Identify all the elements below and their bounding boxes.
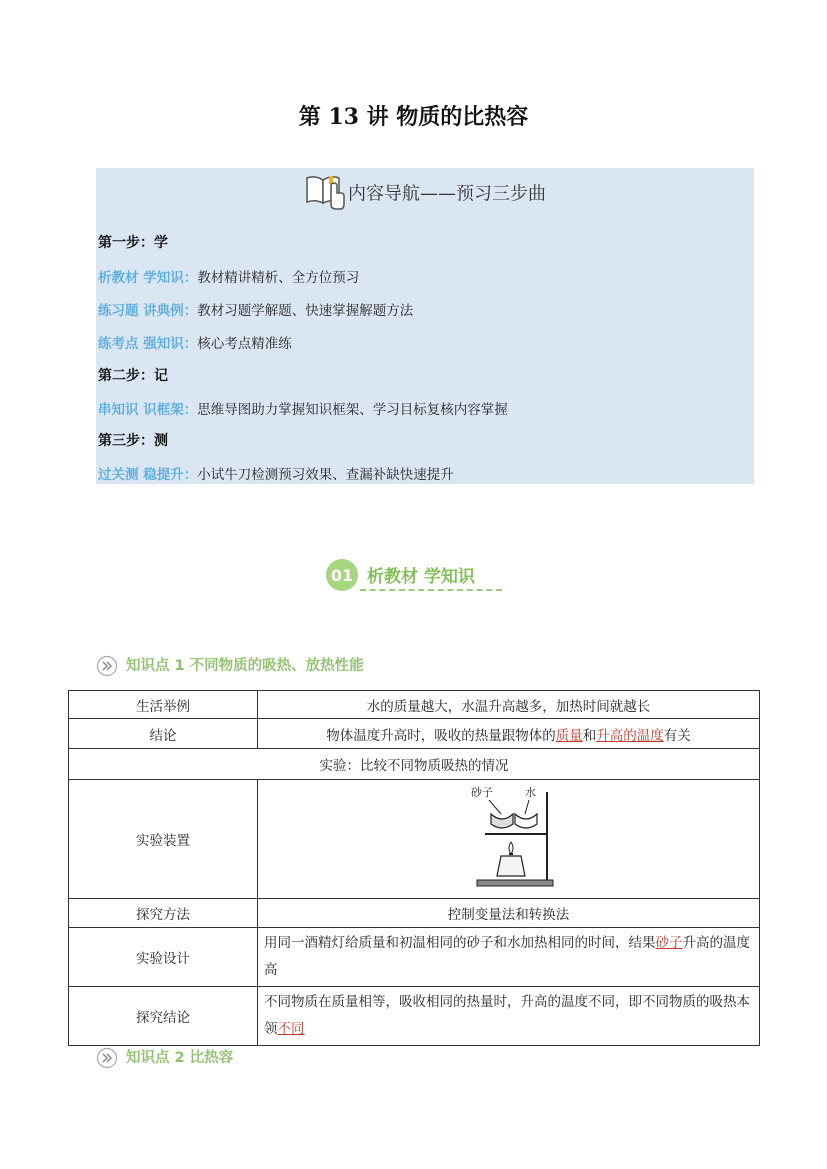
conclusion-suffix: 有关 bbox=[663, 727, 691, 744]
nav-header-text: 内容导航——预习三步曲 bbox=[348, 183, 546, 205]
row-label-conclusion: 结论 bbox=[69, 719, 258, 749]
knowledge-point-2-title: 知识点 2 比热容 bbox=[126, 1050, 234, 1066]
section-title-underline bbox=[360, 589, 502, 591]
knowledge-point-1-title: 知识点 1 不同物质的吸热、放热性能 bbox=[126, 658, 364, 674]
nav-row-1-label: 析教材 学知识： bbox=[98, 270, 198, 286]
table-row bbox=[69, 928, 760, 987]
conclusion-blank-temp: 升高的温度 bbox=[596, 727, 664, 744]
table-row bbox=[69, 987, 760, 1046]
nav-row-1 bbox=[98, 266, 359, 286]
conclusion-and: 和 bbox=[582, 727, 597, 744]
row-label-result: 探究结论 bbox=[69, 987, 258, 1046]
section-number: 01 bbox=[330, 566, 354, 585]
table-row bbox=[69, 749, 760, 780]
nav-row-5 bbox=[98, 463, 454, 483]
row-label-life-example: 生活举例 bbox=[69, 691, 258, 719]
label-sand: 砂子 bbox=[470, 786, 493, 799]
nav-row-5-label: 过关测 稳提升： bbox=[98, 467, 198, 483]
row-value-life-example: 水的质量越大，水温升高越多，加热时间就越长 bbox=[258, 691, 760, 719]
table-row bbox=[69, 780, 760, 899]
double-chevron-icon bbox=[96, 655, 118, 677]
nav-row-2 bbox=[98, 299, 413, 319]
design-blank-sand: 砂子 bbox=[655, 935, 683, 951]
nav-row-3-label: 练考点 强知识： bbox=[98, 336, 198, 352]
knowledge-point-2 bbox=[96, 1046, 233, 1069]
knowledge-table bbox=[68, 690, 760, 1046]
conclusion-text: 物体温度升高时，吸收的热量跟物体的 bbox=[326, 727, 556, 744]
apparatus-illustration bbox=[459, 782, 559, 892]
nav-row-2-desc: 教材习题学解题、快速掌握解题方法 bbox=[197, 303, 414, 319]
nav-row-3 bbox=[98, 332, 292, 352]
table-row bbox=[69, 899, 760, 928]
step-3: 第三步：测 bbox=[98, 433, 168, 449]
nav-row-4-label: 串知识 识框架： bbox=[98, 402, 198, 418]
row-value-method: 控制变量法和转换法 bbox=[258, 899, 760, 928]
experiment-heading: 实验：比较不同物质吸热的情况 bbox=[69, 749, 760, 780]
nav-row-3-desc: 核心考点精准练 bbox=[197, 336, 292, 352]
knowledge-point-1 bbox=[96, 654, 364, 677]
row-label-apparatus: 实验装置 bbox=[69, 780, 258, 899]
section-number-badge bbox=[324, 558, 360, 596]
table-row bbox=[69, 719, 760, 749]
content-navigation-box bbox=[96, 168, 754, 484]
nav-row-5-desc: 小试牛刀检测预习效果、查漏补缺快速提升 bbox=[197, 467, 454, 483]
result-blank-different: 不同 bbox=[277, 1021, 305, 1037]
step-2: 第二步：记 bbox=[98, 368, 168, 384]
apparatus-figure-cell bbox=[258, 780, 760, 899]
design-suffix: 升高的温度高 bbox=[264, 935, 750, 978]
label-water: 水 bbox=[524, 786, 536, 799]
row-label-method: 探究方法 bbox=[69, 899, 258, 928]
nav-row-2-label: 练习题 讲典例： bbox=[98, 303, 198, 319]
section-title: 析教材 学知识 bbox=[367, 567, 475, 587]
row-value-design bbox=[258, 928, 760, 987]
row-value-result bbox=[258, 987, 760, 1046]
nav-header bbox=[96, 172, 754, 217]
result-text: 不同物质在质量相等，吸收相同的热量时，升高的温度不同，即不同物质的吸热本领 bbox=[264, 994, 750, 1037]
step-1: 第一步：学 bbox=[98, 235, 168, 251]
design-text: 用同一酒精灯给质量和初温相同的砂子和水加热相同的时间，结果 bbox=[264, 935, 656, 951]
nav-row-4 bbox=[98, 398, 508, 418]
page-title: 第 13 讲 物质的比热容 bbox=[298, 104, 529, 130]
nav-row-1-desc: 教材精讲精析、全方位预习 bbox=[197, 270, 360, 286]
row-value-conclusion bbox=[258, 719, 760, 749]
nav-row-4-desc: 思维导图助力掌握知识框架、学习目标复核内容掌握 bbox=[197, 402, 508, 418]
table-row bbox=[69, 691, 760, 719]
book-pointer-icon bbox=[304, 172, 346, 217]
double-chevron-icon bbox=[96, 1047, 118, 1069]
conclusion-blank-mass: 质量 bbox=[555, 727, 583, 744]
row-label-design: 实验设计 bbox=[69, 928, 258, 987]
